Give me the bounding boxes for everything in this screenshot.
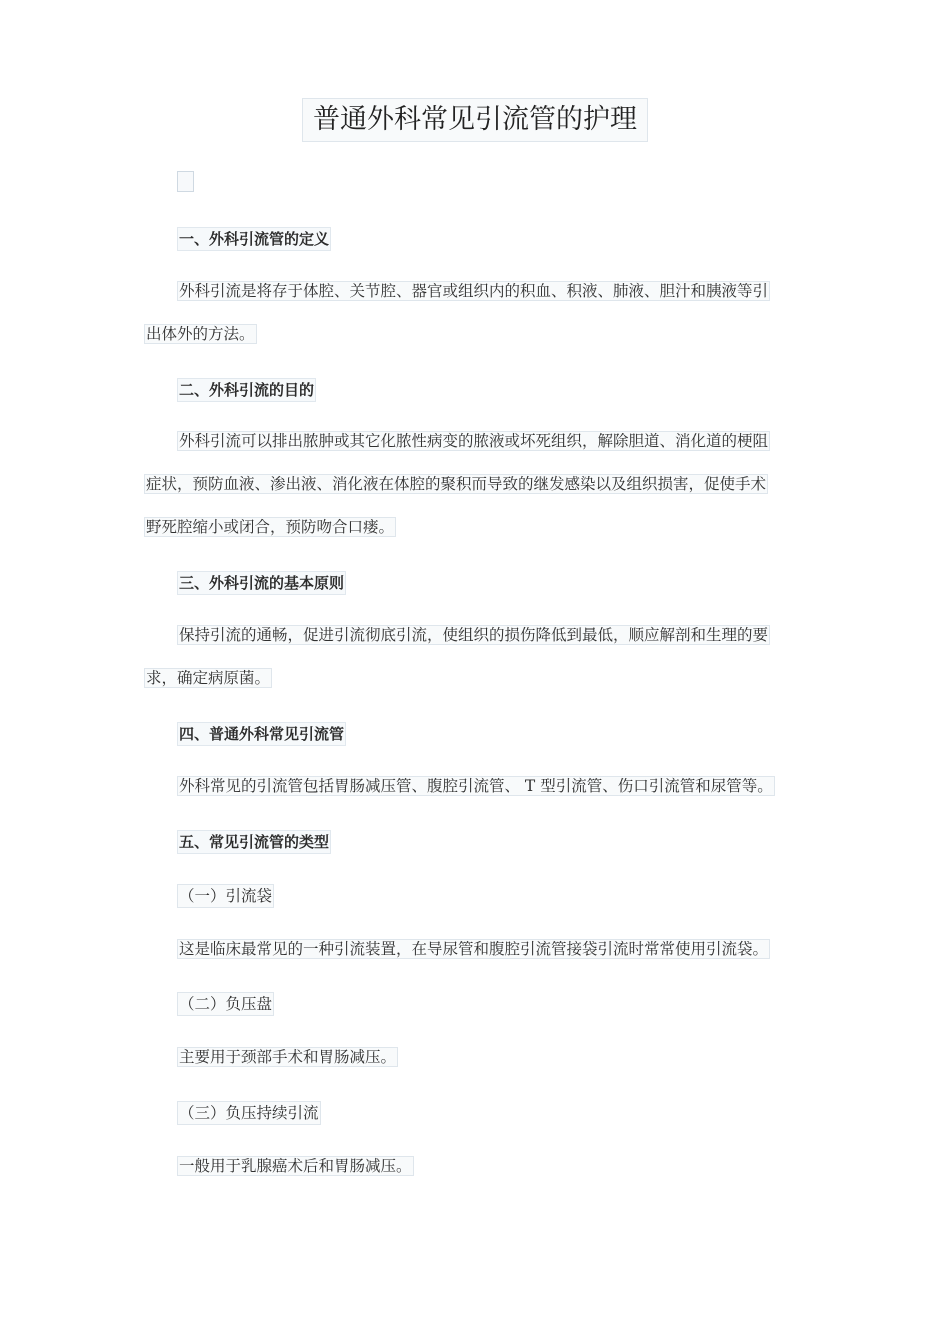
paragraph-line: 外科常见的引流管包括胃肠减压管、腹腔引流管、 T 型引流管、伤口引流管和尿管等。 xyxy=(179,777,773,795)
paragraph-line: 外科引流可以排出脓肿或其它化脓性病变的脓液或坏死组织，解除胆道、消化道的梗阻 xyxy=(179,432,769,450)
subsection-label-2: （二）负压盘 xyxy=(177,992,274,1016)
section-paragraph-1 xyxy=(144,270,816,356)
section-paragraph-4 xyxy=(144,765,816,808)
section-heading-5: 五、常见引流管的类型 xyxy=(177,830,331,854)
section-heading-2: 二、外科引流的目的 xyxy=(177,378,316,402)
paragraph-line: 野死腔缩小或闭合，预防吻合口瘘。 xyxy=(146,518,395,536)
section-paragraph-2 xyxy=(144,420,816,549)
paragraph-line: 一般用于乳腺癌术后和胃肠减压。 xyxy=(179,1157,412,1175)
paragraph-line: 保持引流的通畅，促进引流彻底引流，使组织的损伤降低到最低，顺应解剖和生理的要 xyxy=(179,626,769,644)
paragraph-line: 求，确定病原菌。 xyxy=(146,669,271,687)
subsection-text-2 xyxy=(144,1036,816,1079)
section-heading-4: 四、普通外科常见引流管 xyxy=(177,722,346,746)
paragraph-line: 这是临床最常见的一种引流装置，在导尿管和腹腔引流管接袋引流时常常使用引流袋。 xyxy=(179,940,769,958)
section-heading-1: 一、外科引流管的定义 xyxy=(177,227,331,251)
image-placeholder xyxy=(177,171,194,192)
subsection-text-3 xyxy=(144,1145,816,1188)
document-title: 普通外科常见引流管的护理 xyxy=(302,98,648,142)
section-heading-3: 三、外科引流的基本原则 xyxy=(177,571,346,595)
paragraph-line: 主要用于颈部手术和胃肠减压。 xyxy=(179,1048,397,1066)
subsection-label-3: （三）负压持续引流 xyxy=(177,1101,321,1125)
section-paragraph-3 xyxy=(144,614,816,700)
subsection-text-1 xyxy=(144,928,816,971)
paragraph-line: 症状，预防血液、渗出液、消化液在体腔的聚积而导致的继发感染以及组织损害，促使手术 xyxy=(146,475,767,493)
paragraph-line: 外科引流是将存于体腔、关节腔、器官或组织内的积血、积液、肺液、胆汁和胰液等引 xyxy=(179,282,769,300)
paragraph-line: 出体外的方法。 xyxy=(146,325,255,343)
subsection-label-1: （一）引流袋 xyxy=(177,884,274,908)
